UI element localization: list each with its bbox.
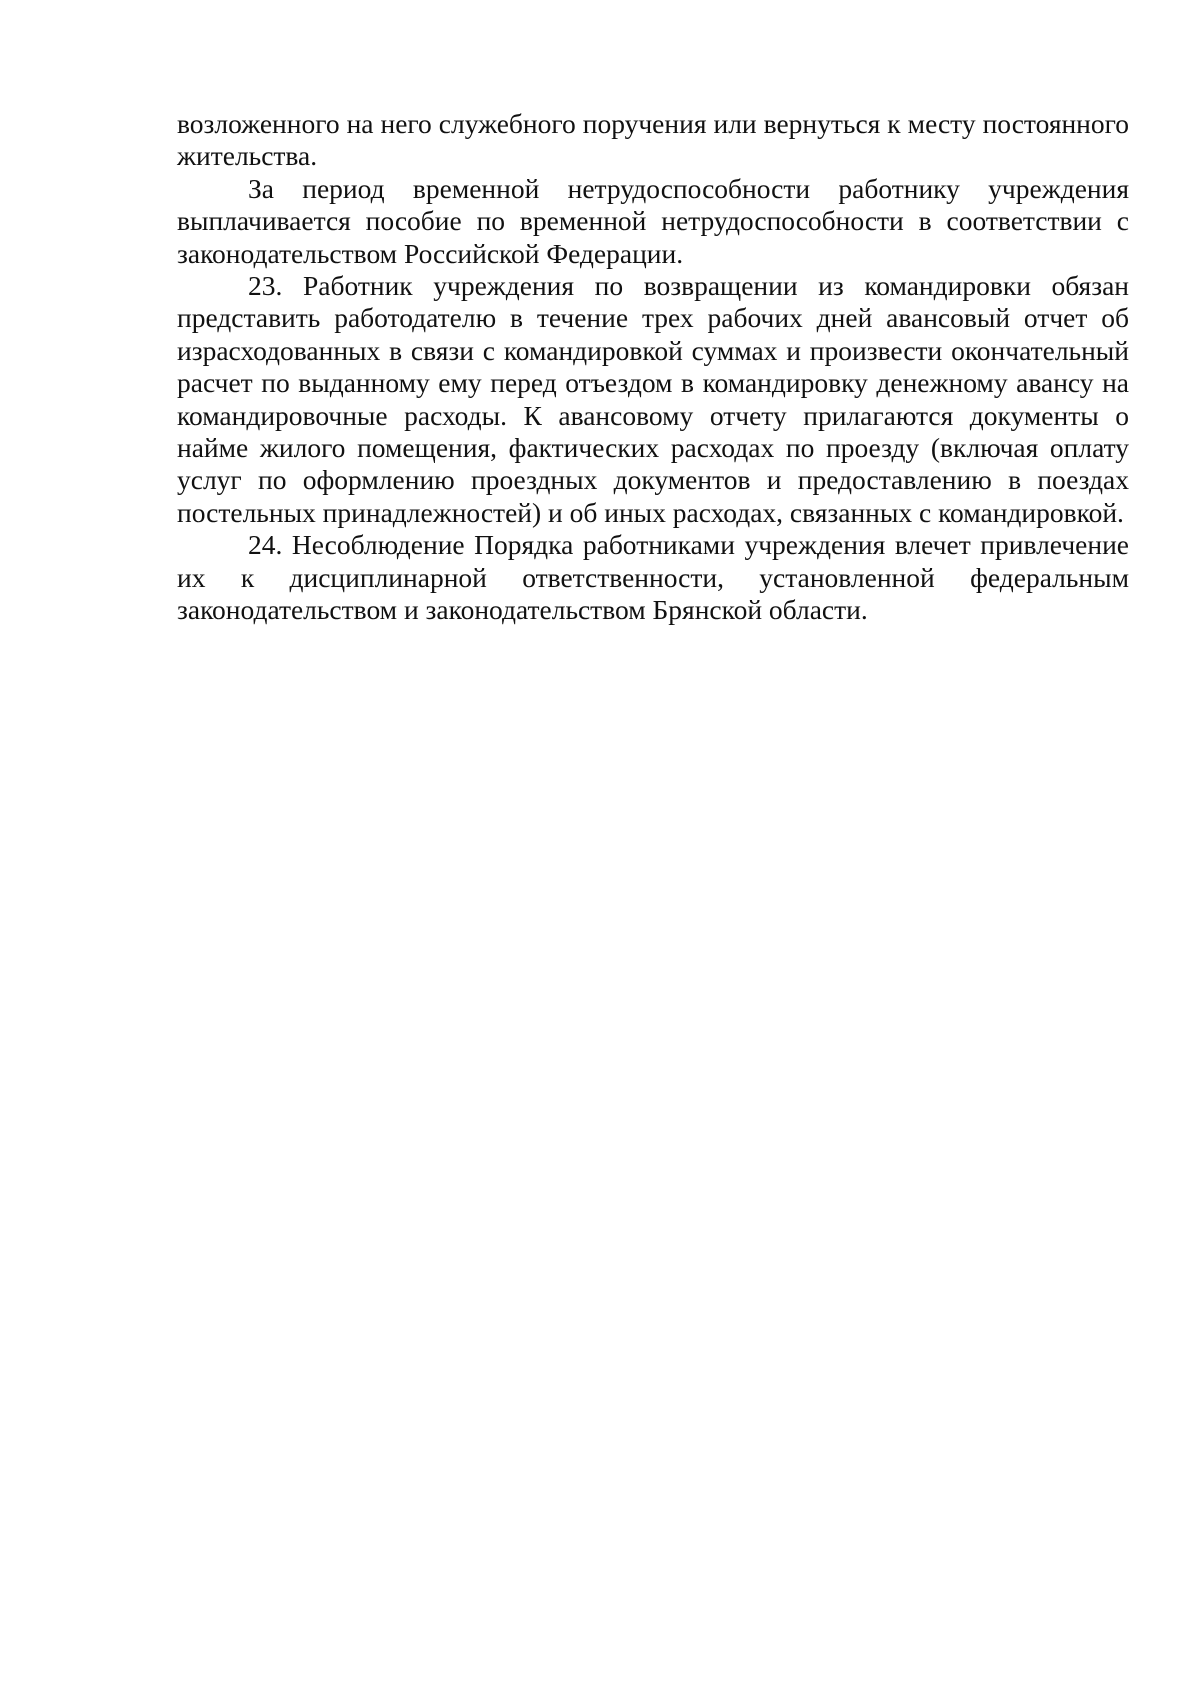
- paragraph-continuation: возложенного на него служебного поручения или вернуться к месту постоянного жительства.: [177, 108, 1129, 172]
- paragraph-sick-leave: За период временной нетрудоспособности работнику учреждения выплачивается пособие по временной нетрудоспособности в соответствии с законодательством Российской Федерации.: [177, 172, 1129, 269]
- paragraph-24: 24. Несоблюдение Порядка работниками учреждения влечет привлечение их к дисциплинарной ответственности, установленной федеральным законодательством и законодательством Брянской области.: [177, 529, 1129, 626]
- paragraph-23: 23. Работник учреждения по возвращении из командировки обязан представить работодателю в течение трех рабочих дней авансовый отчет об израсходованных в связи с командировкой суммах и произвести окончательный расчет по выданному ему перед отъездом в командировку денежному авансу на командировочные расходы. К авансовому отчету прилагаются документы о найме жилого помещения, фактических расходах по проезду (включая оплату услуг по оформлению проездных документов и предоставлению в поездах постельных принадлежностей) и об иных расходах, связанных с командировкой.: [177, 270, 1129, 528]
- document-body: [177, 108, 1129, 627]
